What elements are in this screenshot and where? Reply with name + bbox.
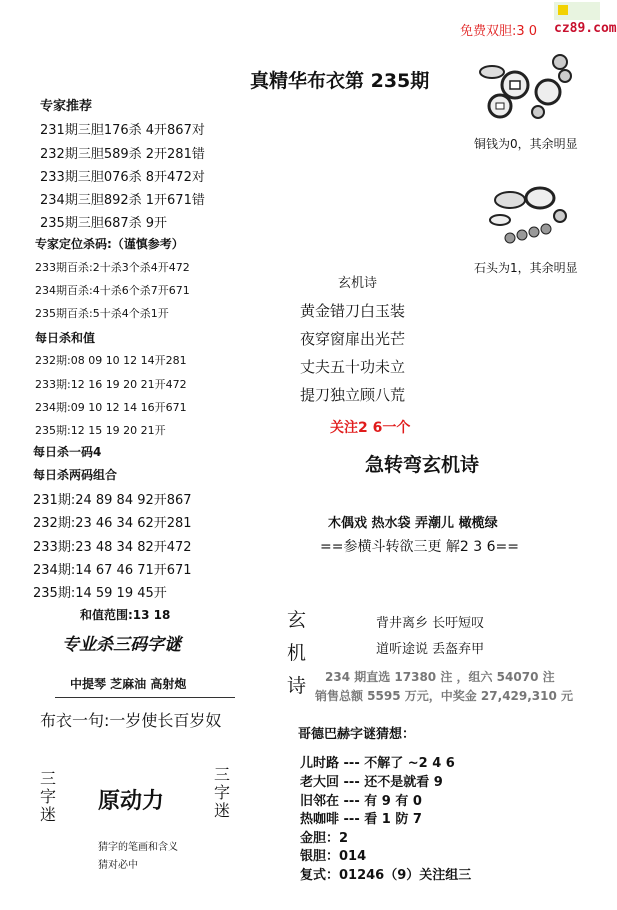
- goldbach-heading: 哥德巴赫字谜猜想：: [298, 727, 416, 742]
- daily-sum-line: 232期:08 09 10 12 14开281: [35, 354, 187, 367]
- position-kill-line: 233期百杀:2十杀3个杀4开472: [35, 261, 190, 274]
- three-char-left-1: 三: [40, 769, 57, 788]
- coin-caption: 铜钱为0，其余明显: [474, 137, 578, 151]
- two-code-heading: 每日杀两码组合: [33, 468, 118, 482]
- three-char-left-3: 迷: [40, 805, 57, 824]
- page-title: 真精华布衣第 235期: [250, 70, 430, 92]
- position-kill-line: 234期百杀:4十杀6个杀7开671: [35, 284, 190, 297]
- expert-line: 234期三胆892杀 1开671错: [40, 193, 205, 208]
- xuanji-line-1: 背井离乡 长吁短叹: [376, 616, 485, 631]
- three-char-left-2: 字: [40, 787, 57, 806]
- goldbach-line: 儿时路 --- 不解了 ~2 4 6: [300, 756, 455, 771]
- xuanji-char-2: 机: [287, 642, 307, 664]
- expert-line: 231期三胆176杀 4开867对: [40, 123, 205, 138]
- hint-line-2: 猜对必中: [98, 860, 138, 871]
- coins-icon: [470, 52, 580, 122]
- divider: [55, 697, 235, 698]
- stones-icon: [480, 180, 590, 250]
- three-char-right-3: 迷: [214, 801, 231, 820]
- sales-line-2: 销售总额 5595 万元，中奖金 27,429,310 元: [315, 689, 574, 703]
- focus-label: 关注2 6一个: [330, 420, 411, 436]
- two-code-line: 234期:14 67 46 71开671: [33, 563, 192, 578]
- hint-line-1: 猜字的笔画和含义: [98, 842, 178, 853]
- motive-word: 原动力: [98, 789, 165, 814]
- poem-line: 提刀独立顾八荒: [300, 386, 406, 404]
- sales-line-1: 234 期直选 17380 注 ，组六 54070 注: [325, 670, 555, 684]
- three-char-right-1: 三: [214, 765, 231, 784]
- two-code-line: 235期:14 59 19 45开: [33, 586, 167, 601]
- free-double-label: 免费双胆:3 0: [460, 24, 538, 39]
- three-char-left: [40, 770, 60, 824]
- position-kill-line: 235期百杀:5十杀4个杀1开: [35, 307, 169, 320]
- turn-title: 急转弯玄机诗: [365, 454, 480, 476]
- xuanji-line-2: 道听途说 丢盔弃甲: [376, 642, 485, 657]
- daily-sum-line: 235期:12 15 19 20 21开: [35, 424, 166, 437]
- daily-sum-line: 233期:12 16 19 20 21开472: [35, 378, 187, 391]
- riddle-words: 中提琴 芝麻油 高射炮: [70, 677, 187, 691]
- expert-heading: 专家推荐: [40, 99, 93, 114]
- goldbach-line: 复式：01246（9）关注组三: [300, 868, 472, 883]
- two-code-line: 231期:24 89 84 92开867: [33, 493, 192, 508]
- daily-sum-line: 234期:09 10 12 14 16开671: [35, 401, 187, 414]
- expert-line: 232期三胆589杀 2开281错: [40, 147, 205, 162]
- goldbach-line: 老大回 --- 还不是就看 9: [300, 775, 443, 790]
- sum-range: 和值范围:13 18: [80, 608, 171, 622]
- buyi-line: 布衣一句:一岁使长百岁奴: [40, 711, 222, 730]
- three-char-right: [214, 766, 234, 820]
- poem-title: 玄机诗: [338, 276, 378, 291]
- goldbach-line: 热咖啡 --- 看 1 防 7: [300, 812, 422, 827]
- daily-one-code: 每日杀一码4: [33, 445, 102, 459]
- poem-line: 丈夫五十功未立: [300, 358, 406, 376]
- site-logo[interactable]: cz89.com: [554, 2, 600, 20]
- daily-sum-heading: 每日杀和值: [35, 331, 96, 345]
- expert-line: 233期三胆076杀 8开472对: [40, 170, 205, 185]
- position-kill-heading: 专家定位杀码:（谨慎参考）: [35, 237, 184, 251]
- xuanji-vertical: [287, 604, 311, 703]
- expert-line: 235期三胆687杀 9开: [40, 216, 168, 231]
- poem-line: 夜穿窗扉出光芒: [300, 330, 406, 348]
- poem-line: 黄金错刀白玉装: [300, 302, 406, 320]
- goldbach-line: 银胆：014: [300, 849, 367, 864]
- goldbach-line: 旧邻在 --- 有 9 有 0: [300, 794, 422, 809]
- goldbach-line: 金胆：2: [300, 831, 349, 846]
- turn-line-1: 木偶戏 热水袋 弄潮儿 橄榄绿: [328, 516, 498, 531]
- stone-caption: 石头为1，其余明显: [474, 261, 578, 275]
- turn-line-2: ==参横斗转欲三更 解2 3 6==: [320, 539, 519, 555]
- riddle-title: 专业杀三码字谜: [62, 635, 181, 655]
- two-code-line: 232期:23 46 34 62开281: [33, 516, 192, 531]
- two-code-line: 233期:23 48 34 82开472: [33, 540, 192, 555]
- xuanji-char-1: 玄: [287, 609, 307, 631]
- xuanji-char-3: 诗: [287, 675, 307, 697]
- three-char-right-2: 字: [214, 783, 231, 802]
- logo-square-icon: [558, 5, 568, 15]
